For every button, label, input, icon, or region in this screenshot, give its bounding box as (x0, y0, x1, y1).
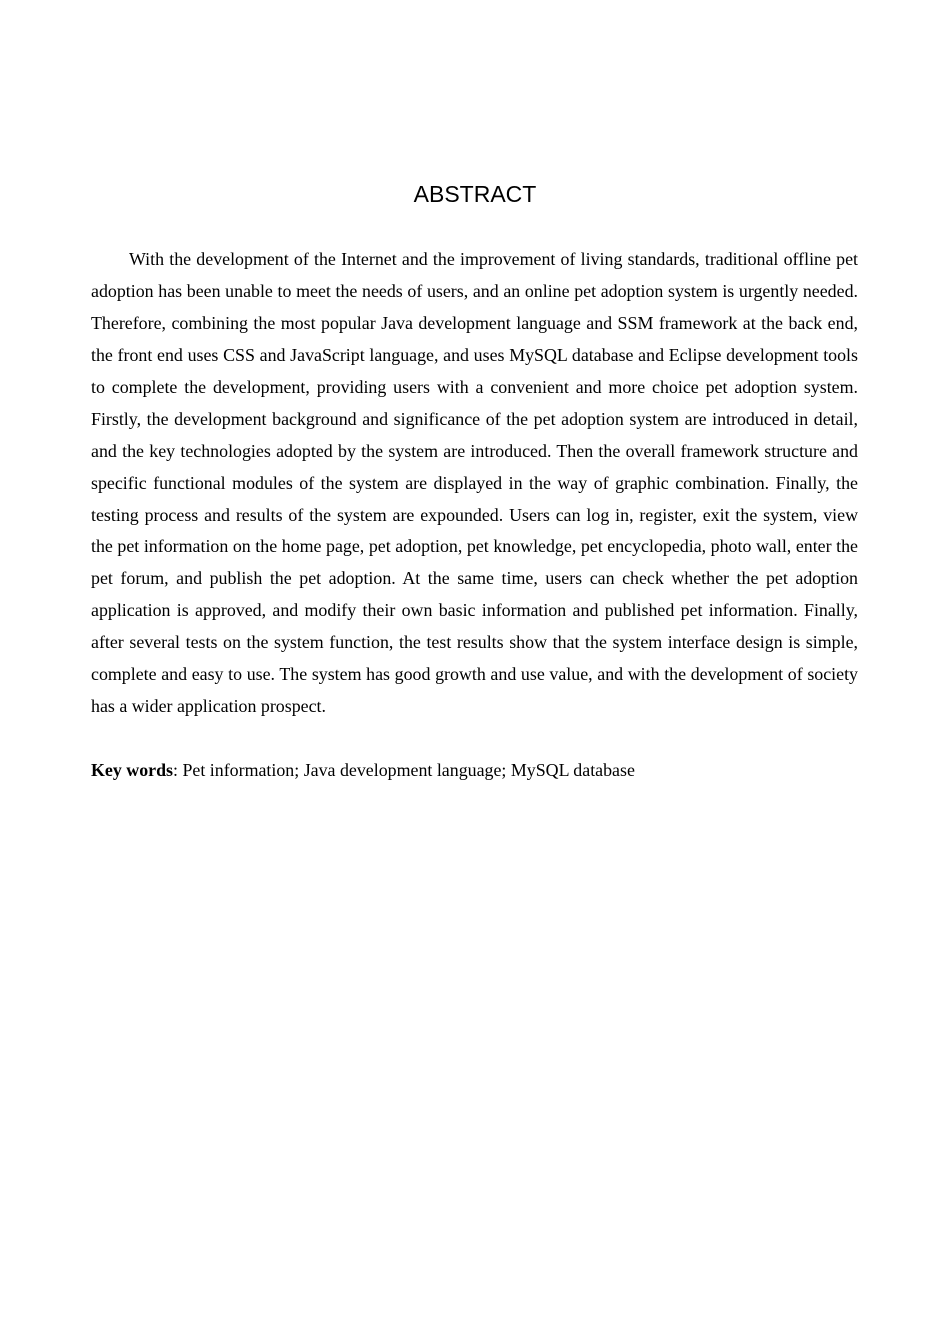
keywords-line (91, 755, 858, 787)
abstract-title: ABSTRACT (413, 181, 537, 207)
keywords-label: Key words (91, 760, 173, 780)
abstract-paragraph: With the development of the Internet and the improvement of living standards, traditional offline pet adoption has been unable to meet the needs of users, and an online pet adoption system is urgently needed. Therefore, combining the most popular Java development language and SSM framework at the back end, the front end uses CSS and JavaScript language, and uses MySQL database and Eclipse development tools to complete the development, providing users with a convenient and more choice pet adoption system. Firstly, the development background and significance of the pet adoption system are introduced in detail, and the key technologies adopted by the system are introduced. Then the overall framework structure and specific functional modules of the system are displayed in the way of graphic combination. Finally, the testing process and results of the system are expounded. Users can log in, register, exit the system, view the pet information on the home page, pet adoption, pet knowledge, pet encyclopedia, photo wall, enter the pet forum, and publish the pet adoption. At the same time, users can check whether the pet adoption application is approved, and modify their own basic information and published pet information. Finally, after several tests on the system function, the test results show that the system interface design is simple, complete and easy to use. The system has good growth and use value, and with the development of society has a wider application prospect. (91, 249, 858, 717)
keywords-text: Pet information; Java development language; MySQL database (182, 760, 635, 780)
keywords-separator: : (173, 760, 183, 780)
